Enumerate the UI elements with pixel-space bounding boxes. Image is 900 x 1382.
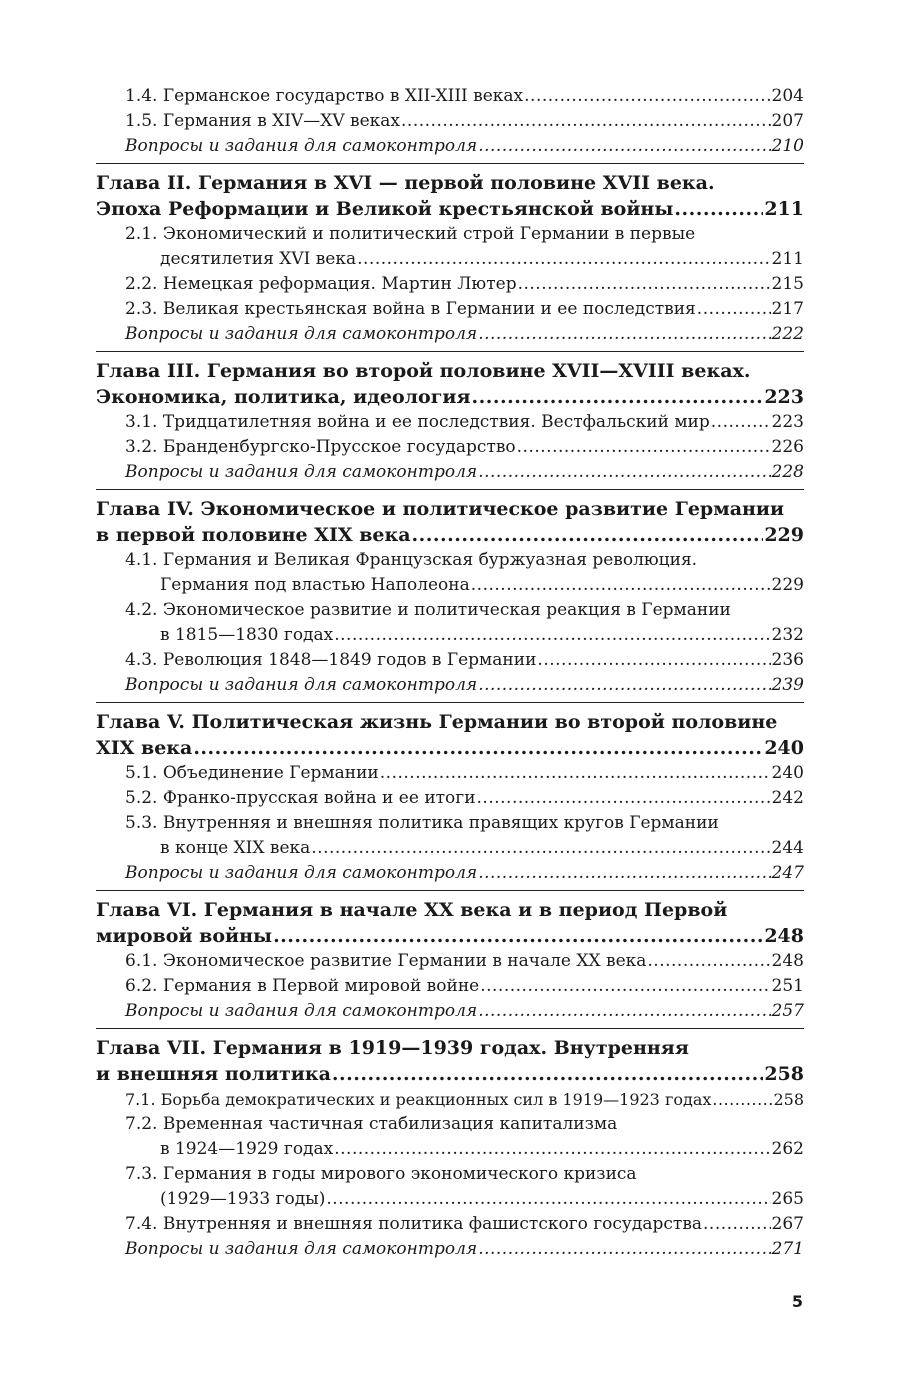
toc-entry[interactable]: 7.3. Германия в годы мирового экономического кризиса	[125, 1164, 637, 1184]
toc-entry[interactable]: 7.1. Борьба демократических и реакционных сил в 1919—1923 годах ..... 258	[96, 1087, 804, 1112]
toc-questions[interactable]: Вопросы и задания для самоконтроля ..... 228	[96, 460, 804, 485]
toc-questions[interactable]: Вопросы и задания для самоконтроля ..... 239	[96, 673, 804, 698]
chapter-heading[interactable]: Глава II. Германия в XVI — первой половине XVII века. Эпоха Реформации и Великой крестьянской войны ..... 211	[96, 170, 804, 222]
toc-entry[interactable]: 2.1. Экономический и политический строй Германии в первые	[125, 224, 696, 244]
chapter-heading[interactable]: Глава IV. Экономическое и политическое развитие Германии в первой половине XIX века ..... 229	[96, 496, 804, 548]
chapter-heading[interactable]: Глава VI. Германия в начале XX века и в период Первой мировой войны ..... 248	[96, 897, 804, 949]
divider	[96, 702, 804, 703]
toc-entry[interactable]: 4.2. Экономическое развитие и политическая реакция в Германии	[125, 600, 731, 620]
toc-questions[interactable]: Вопросы и задания для самоконтроля ..... 222	[96, 322, 804, 347]
divider	[96, 163, 804, 164]
toc-entry-cont[interactable]: десятилетия XVI века ..... 211	[96, 247, 804, 272]
toc-entry[interactable]: 1.5. Германия в XIV—XV веках ..... 207	[96, 109, 804, 134]
toc-questions[interactable]: Вопросы и задания для самоконтроля ..... 247	[96, 861, 804, 886]
toc-entry[interactable]: 4.1. Германия и Великая Французская буржуазная революция.	[125, 550, 698, 570]
chapter-heading[interactable]: Глава III. Германия во второй половине XVII—XVIII веках. Экономика, политика, идеология ..... 223	[96, 358, 804, 410]
toc-entry[interactable]: 7.2. Временная частичная стабилизация капитализма	[125, 1114, 618, 1134]
toc-entry[interactable]: 2.3. Великая крестьянская война в Германии и ее последствия ..... 217	[96, 297, 804, 322]
divider	[96, 1028, 804, 1029]
toc-questions[interactable]: Вопросы и задания для самоконтроля ..... 257	[96, 999, 804, 1024]
toc-entry[interactable]: 6.2. Германия в Первой мировой войне ..... 251	[96, 974, 804, 999]
toc-questions[interactable]: Вопросы и задания для самоконтроля ..... 271	[96, 1237, 804, 1262]
toc-entry-cont[interactable]: в конце XIX века ..... 244	[96, 836, 804, 861]
divider	[96, 489, 804, 490]
page-number: 5	[791, 1292, 803, 1311]
toc-entry[interactable]: 5.2. Франко-прусская война и ее итоги ..... 242	[96, 786, 804, 811]
toc-entry[interactable]: 2.2. Немецкая реформация. Мартин Лютер ..... 215	[96, 272, 804, 297]
toc-entry[interactable]: 7.4. Внутренняя и внешняя политика фашистского государства ..... 267	[96, 1212, 804, 1237]
toc-entry[interactable]: 3.2. Бранденбургско-Прусское государство ..... 226	[96, 435, 804, 460]
toc-entry-cont[interactable]: (1929—1933 годы) ..... 265	[96, 1187, 804, 1212]
toc-entry[interactable]: 6.1. Экономическое развитие Германии в начале XX века ..... 248	[96, 949, 804, 974]
toc-entry[interactable]: 1.4. Германское государство в XII-XIII веках ..... 204	[96, 84, 804, 109]
chapter-heading[interactable]: Глава VII. Германия в 1919—1939 годах. Внутренняя и внешняя политика ..... 258	[96, 1035, 804, 1087]
toc-entry-cont[interactable]: в 1815—1830 годах ..... 232	[96, 623, 804, 648]
toc-questions[interactable]: Вопросы и задания для самоконтроля ..... 210	[96, 134, 804, 159]
table-of-contents	[96, 84, 804, 1262]
toc-entry[interactable]: 5.3. Внутренняя и внешняя политика правящих кругов Германии	[125, 813, 719, 833]
toc-entry-cont[interactable]: Германия под властью Наполеона ..... 229	[96, 573, 804, 598]
toc-entry-cont[interactable]: в 1924—1929 годах ..... 262	[96, 1137, 804, 1162]
chapter-heading[interactable]: Глава V. Политическая жизнь Германии во второй половине XIX века ..... 240	[96, 709, 804, 761]
divider	[96, 351, 804, 352]
toc-entry[interactable]: 5.1. Объединение Германии ..... 240	[96, 761, 804, 786]
toc-entry[interactable]: 4.3. Революция 1848—1849 годов в Германии ..... 236	[96, 648, 804, 673]
divider	[96, 890, 804, 891]
toc-entry[interactable]: 3.1. Тридцатилетняя война и ее последствия. Вестфальский мир ..... 223	[96, 410, 804, 435]
